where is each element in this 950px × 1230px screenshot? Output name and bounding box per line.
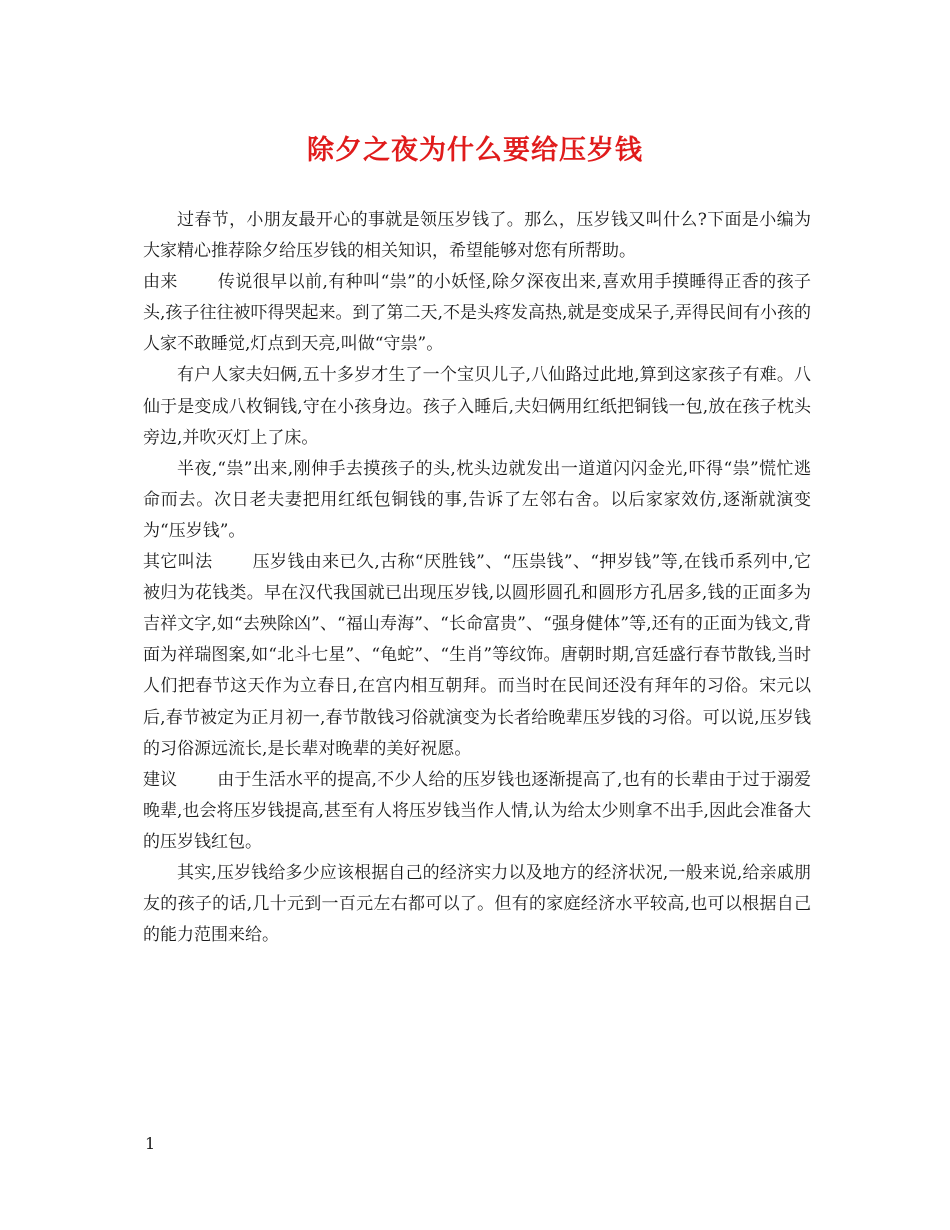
origin-paragraph-1 [143, 267, 811, 360]
document-title: 除夕之夜为什么要给压岁钱 [307, 135, 643, 166]
page-number: 1 [145, 1134, 156, 1153]
origin-paragraph-3: 半夜,“祟”出来,刚伸手去摸孩子的头,枕头边就发出一道道闪闪金光,吓得“祟”慌忙逃命而去。次日老夫妻把用红纸包铜钱的事,告诉了左邻右舍。以后家家效仿,逐渐就演变为“压岁钱”。 [143, 458, 811, 541]
advice-paragraph-1 [143, 765, 811, 858]
intro-paragraph: 过春节，小朋友最开心的事就是领压岁钱了。那么，压岁钱又叫什么?下面是小编为大家精心推荐除夕给压岁钱的相关知识，希望能够对您有所帮助。 [143, 210, 811, 262]
document-body [143, 205, 811, 951]
section-heading-advice: 建议 [143, 769, 178, 790]
origin-text-1: 传说很早以前,有种叫“祟”的小妖怪,除夕深夜出来,喜欢用手摸睡得正香的孩子头,孩子往往被吓得哭起来。到了第二天,不是头疼发高热,就是变成呆子,弄得民间有小孩的人家不敢睡觉,灯点到天亮,叫做“守祟”。 [143, 272, 812, 355]
advice-text-1: 由于生活水平的提高,不少人给的压岁钱也逐渐提高了,也有的长辈由于过于溺爱晚辈,也会将压岁钱提高,甚至有人将压岁钱当作人情,认为给太少则拿不出手,因此会准备大的压岁钱红包。 [143, 769, 811, 852]
advice-paragraph-2: 其实,压岁钱给多少应该根据自己的经济实力以及地方的经济状况,一般来说,给亲戚朋友的孩子的话,几十元到一百元左右都可以了。但有的家庭经济水平较高,也可以根据自己的能力范围来给。 [143, 862, 811, 946]
other-names-paragraph [143, 547, 811, 765]
section-heading-origin: 由来 [143, 272, 178, 293]
section-heading-other-names: 其它叫法 [143, 552, 213, 573]
other-names-text: 压岁钱由来已久,古称“厌胜钱”、“压祟钱”、“押岁钱”等,在钱币系列中,它被归为花钱类。早在汉代我国就已出现压岁钱,以圆形圆孔和圆形方孔居多,钱的正面多为吉祥文字,如“去殃除凶”、“福山寿海”、“长命富贵”、“强身健体”等,还有的正面为钱文,背面为祥瑞图案,如“北斗七星”、“龟蛇”、“生肖”等纹饰。唐朝时期,宫廷盛行春节散钱,当时人们把春节这天作为立春日,在宫内相互朝拜。而当时在民间还没有拜年的习俗。宋元以后,春节被定为正月初一,春节散钱习俗就演变为长者给晚辈压岁钱的习俗。可以说,压岁钱的习俗源远流长,是长辈对晚辈的美好祝愿。 [143, 552, 812, 759]
origin-paragraph-2: 有户人家夫妇俩,五十多岁才生了一个宝贝儿子,八仙路过此地,算到这家孩子有难。八仙于是变成八枚铜钱,守在小孩身边。孩子入睡后,夫妇俩用红纸把铜钱一包,放在孩子枕头旁边,并吹灭灯上了床。 [143, 365, 811, 448]
